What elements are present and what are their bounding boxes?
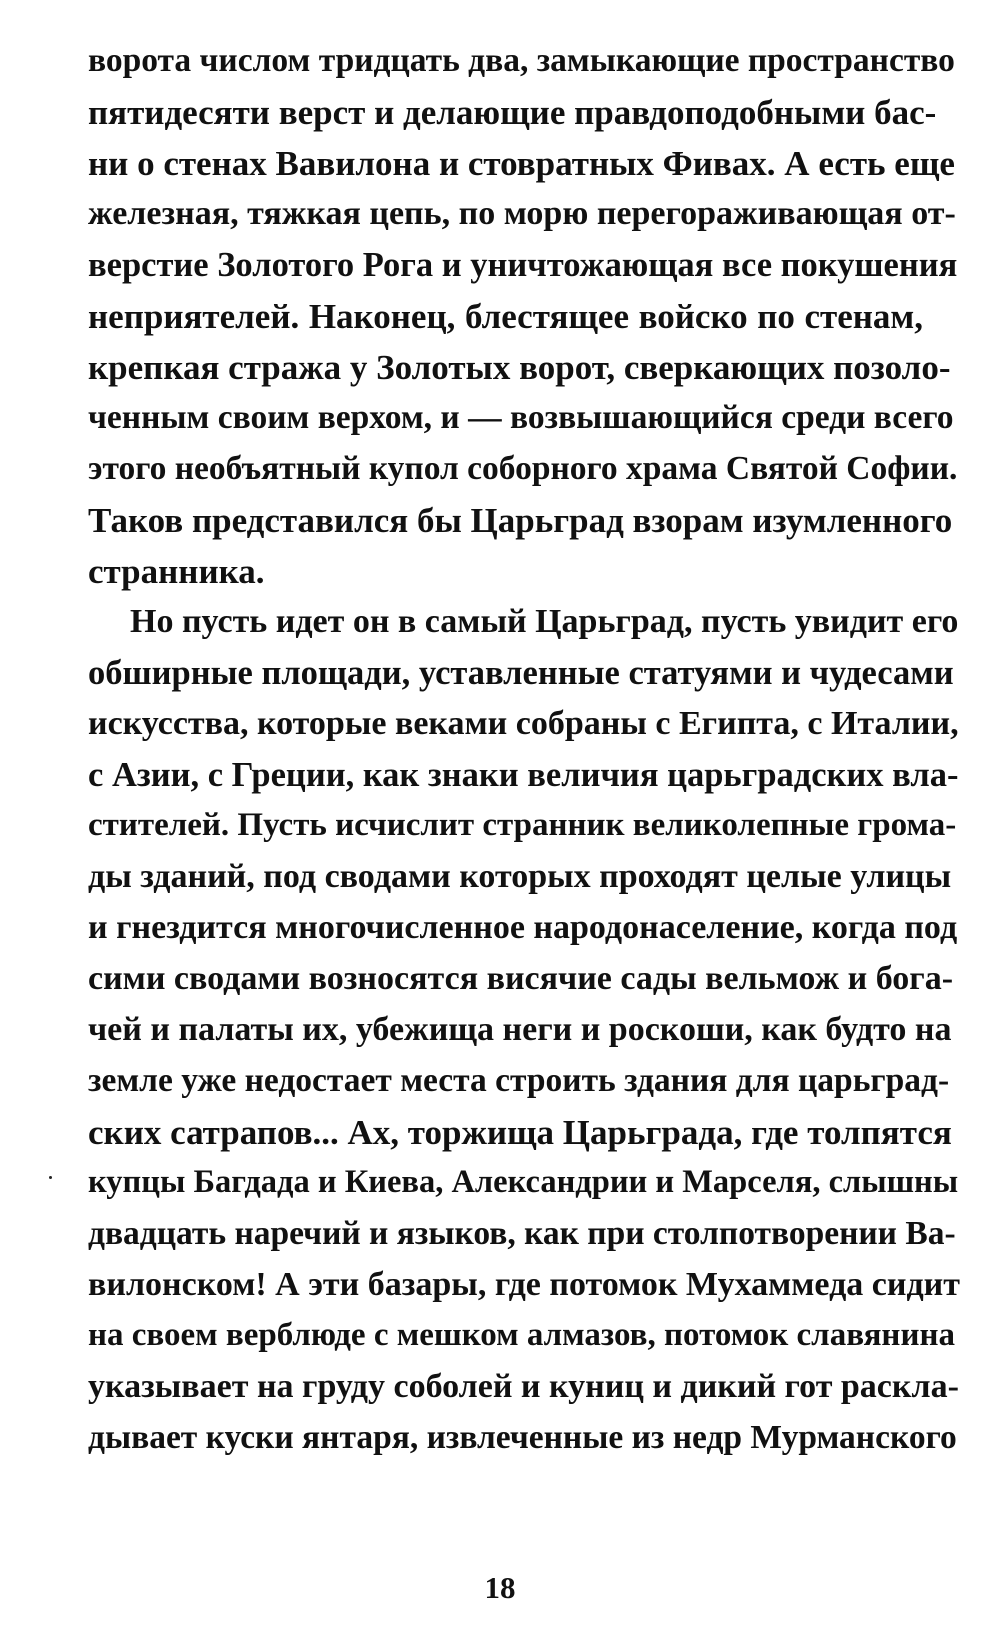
text-line: обширные площади, уставленные статуями и чудесами	[88, 654, 954, 692]
text-line: и гнездится многочисленное народонаселение, когда под	[88, 909, 958, 946]
text-line: вилонском! А эти базары, где потомок Мухаммеда сидит	[88, 1266, 960, 1303]
text-line: этого необъятный купол соборного храма Святой Софии.	[88, 450, 958, 487]
text-line: ни о стенах Вавилона и стовратных Фивах. А есть еще	[88, 144, 955, 183]
text-line: сими сводами возносятся висячие сады вельмож и бога-	[88, 960, 954, 997]
text-line: чей и палаты их, убежища неги и роскоши, как будто на	[88, 1011, 952, 1048]
text-line: на своем верблюде с мешком алмазов, потомок славянина	[88, 1317, 955, 1353]
page-number: 18	[484, 1570, 516, 1605]
text-line: искусства, которые веками собраны с Египта, с Италии,	[88, 705, 959, 742]
text-line: железная, тяжкая цепь, по морю перегораживающая от-	[88, 195, 956, 232]
text-line: ченным своим верхом, и — возвышающийся среди всего	[88, 399, 954, 436]
text-line: ских сатрапов... Ах, торжища Царьграда, где толпятся	[88, 1113, 952, 1152]
print-speck	[49, 1176, 52, 1179]
text-line: ды зданий, под сводами которых проходят целые улицы	[88, 858, 952, 895]
text-line: двадцать наречий и языков, как при столпотворении Ва-	[88, 1215, 956, 1252]
text-line: с Азии, с Греции, как знаки величия царьградских вла-	[88, 756, 959, 794]
text-line: ворота числом тридцать два, замыкающие пространство	[88, 42, 955, 79]
text-line: Таков представился бы Царьград взорам изумленного	[88, 501, 953, 540]
text-line: крепкая стража у Золотых ворот, сверкающих позоло-	[88, 348, 951, 387]
text-line: купцы Багдада и Киева, Александрии и Марселя, слышны	[88, 1164, 959, 1200]
text-line: дывает куски янтаря, извлеченные из недр Мурманского	[88, 1419, 957, 1456]
text-line: верстие Золотого Рога и уничтожающая все покушения	[88, 246, 958, 284]
text-line: пятидесяти верст и делающие правдоподобными бас-	[88, 93, 937, 132]
text-line-paragraph-start: Но пусть идет он в самый Царьград, пусть увидит его	[130, 603, 959, 640]
text-line: указывает на груду соболей и куниц и дикий гот раскла-	[88, 1368, 959, 1405]
text-line: земле уже недостает места строить здания для царьград-	[88, 1062, 950, 1099]
text-line-paragraph-end: странника.	[88, 552, 265, 591]
text-line: неприятелей. Наконец, блестящее войско по стенам,	[88, 297, 923, 336]
text-line: стителей. Пусть исчислит странник великолепные грома-	[88, 807, 957, 843]
